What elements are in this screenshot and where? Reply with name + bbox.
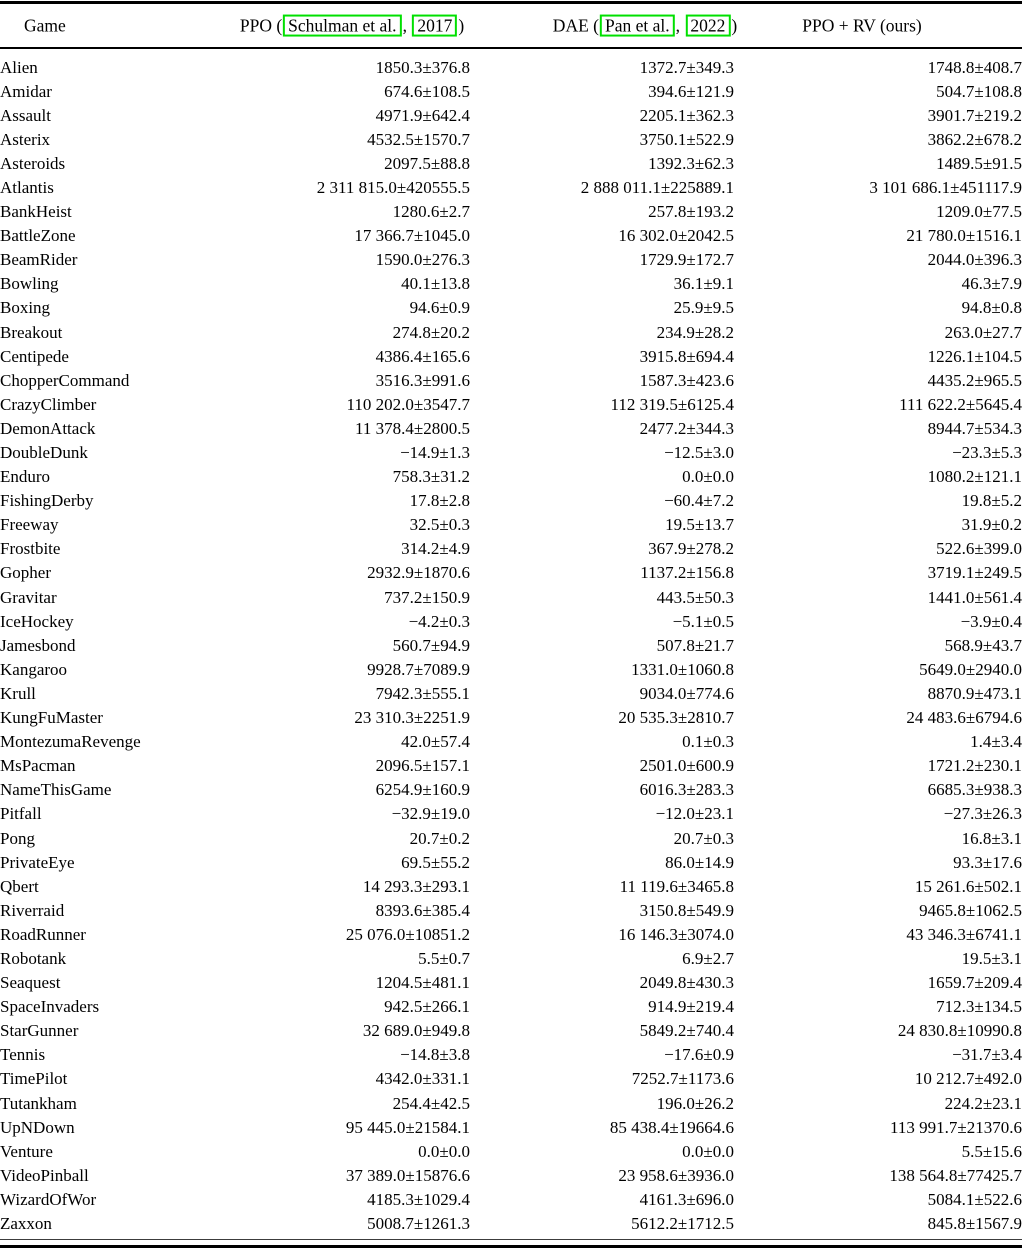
cell-ppo-score: 94.6±0.9 — [409, 298, 470, 318]
cell-dae-score: −12.5±3.0 — [664, 443, 734, 462]
table-row — [0, 417, 1022, 441]
cell-dae-score: −17.6±0.9 — [664, 1045, 734, 1065]
cell-dae-score: 7252.7±1173.6 — [631, 1069, 734, 1089]
cell-dae-score: 2205.1±362.3 — [639, 105, 734, 125]
cell-game-name: Frostbite — [0, 539, 61, 559]
table-row — [0, 369, 1022, 393]
cell-dae-score: 86.0±14.9 — [665, 852, 734, 872]
table-row — [0, 104, 1022, 128]
cell-ppo-rv-score: 1659.7±209.4 — [927, 973, 1022, 993]
cell-ppo-rv-score: 1226.1±104.5 — [927, 346, 1022, 366]
cell-ppo-rv-score: −27.3±26.3 — [943, 804, 1022, 824]
cell-ppo-score: 0.0±0.0 — [418, 1141, 470, 1161]
table-row — [0, 561, 1022, 585]
cell-ppo-score: 674.6±108.5 — [384, 81, 470, 101]
cell-game-name: Boxing — [0, 298, 51, 318]
cell-game-name: Venture — [0, 1141, 53, 1161]
cell-game-name: Zaxxon — [0, 1214, 52, 1233]
cell-game-name: BankHeist — [0, 202, 72, 222]
cell-dae-score: 196.0±26.2 — [656, 1093, 734, 1113]
cell-dae-score: −12.0±23.1 — [655, 804, 734, 824]
cell-dae-score: 257.8±193.2 — [648, 202, 734, 222]
cell-game-name: WizardOfWor — [0, 1189, 97, 1209]
table-row — [0, 1188, 1022, 1212]
cell-ppo-rv-score: 6685.3±938.3 — [927, 780, 1022, 800]
cell-dae-score: 914.9±219.4 — [648, 997, 734, 1017]
cell-ppo-rv-score: 19.8±5.2 — [961, 491, 1022, 511]
cell-ppo-rv-score: 10 212.7±492.0 — [914, 1069, 1022, 1089]
cell-ppo-score: 17 366.7±1045.0 — [354, 226, 470, 246]
cell-dae-score: 2501.0±600.9 — [639, 756, 734, 776]
cell-ppo-rv-score: 111 622.2±5645.4 — [899, 394, 1022, 414]
cell-ppo-rv-score: 15 261.6±502.1 — [914, 876, 1022, 896]
cell-ppo-score: 1204.5±481.1 — [375, 973, 470, 993]
cell-ppo-rv-score: 522.6±399.0 — [936, 539, 1022, 559]
cell-ppo-rv-score: 3862.2±678.2 — [927, 129, 1022, 149]
table-row — [0, 441, 1022, 465]
cell-ppo-rv-score: 24 830.8±10990.8 — [897, 1021, 1022, 1041]
table-row — [0, 634, 1022, 658]
cell-ppo-rv-score: 3 101 686.1±451117.9 — [869, 177, 1022, 197]
cell-ppo-score: 2 311 815.0±420555.5 — [316, 177, 470, 197]
cell-dae-score: 0.1±0.3 — [682, 732, 734, 752]
cell-dae-score: 23 958.6±3936.0 — [618, 1165, 734, 1185]
citation-link-pan[interactable]: Pan et al. — [600, 14, 675, 37]
cell-dae-score: −60.4±7.2 — [664, 491, 734, 511]
cell-game-name: VideoPinball — [0, 1165, 89, 1185]
cell-ppo-rv-score: 1748.8±408.7 — [927, 57, 1022, 77]
table-row — [0, 706, 1022, 730]
table-row — [0, 923, 1022, 947]
cell-ppo-score: 2097.5±88.8 — [384, 153, 470, 173]
table-row — [0, 513, 1022, 537]
cell-dae-score: 36.1±9.1 — [673, 274, 734, 294]
cell-game-name: Tutankham — [0, 1093, 77, 1113]
cell-ppo-score: 5008.7±1261.3 — [367, 1214, 470, 1233]
table-row — [0, 658, 1022, 682]
cell-ppo-rv-score: 5.5±15.6 — [961, 1141, 1022, 1161]
table-row — [0, 128, 1022, 152]
cell-game-name: Robotank — [0, 948, 67, 968]
cell-game-name: UpNDown — [0, 1117, 75, 1137]
table-row — [0, 321, 1022, 345]
cell-game-name: BeamRider — [0, 250, 78, 270]
header-text-dae-prefix: DAE ( — [552, 15, 599, 36]
cell-game-name: Gravitar — [0, 587, 57, 607]
cell-dae-score: 112 319.5±6125.4 — [610, 394, 734, 414]
cell-game-name: KungFuMaster — [0, 708, 103, 728]
cell-ppo-rv-score: 712.3±134.5 — [936, 997, 1022, 1017]
cell-ppo-score: 23 310.3±2251.9 — [354, 708, 470, 728]
cell-dae-score: 1587.3±423.6 — [639, 370, 734, 390]
cell-game-name: CrazyClimber — [0, 394, 97, 414]
cell-dae-score: 234.9±28.2 — [656, 322, 734, 342]
cell-ppo-score: 4185.3±1029.4 — [367, 1189, 470, 1209]
cell-ppo-score: −32.9±19.0 — [391, 804, 470, 824]
cell-ppo-score: 17.8±2.8 — [409, 491, 470, 511]
cell-ppo-rv-score: 94.8±0.8 — [961, 298, 1022, 318]
cell-game-name: Atlantis — [0, 177, 54, 197]
cell-dae-score: 507.8±21.7 — [656, 635, 734, 655]
cell-dae-score: 1729.9±172.7 — [639, 250, 734, 270]
cell-ppo-score: 1590.0±276.3 — [375, 250, 470, 270]
cell-dae-score: 2049.8±430.3 — [639, 973, 734, 993]
cell-ppo-rv-score: 568.9±43.7 — [944, 635, 1022, 655]
cell-ppo-score: 1280.6±2.7 — [392, 202, 470, 222]
cell-game-name: DoubleDunk — [0, 443, 88, 462]
header-text-ppo-suffix: ) — [458, 15, 465, 36]
cell-game-name: TimePilot — [0, 1069, 68, 1089]
cell-ppo-rv-score: −31.7±3.4 — [952, 1045, 1022, 1065]
cell-dae-score: 394.6±121.9 — [648, 81, 734, 101]
cell-ppo-rv-score: 16.8±3.1 — [961, 828, 1022, 848]
cell-game-name: Kangaroo — [0, 659, 68, 679]
cell-ppo-score: 40.1±13.8 — [401, 274, 470, 294]
table-row — [0, 152, 1022, 176]
header-text-dae-sep: , — [675, 15, 685, 36]
cell-ppo-rv-score: 19.5±3.1 — [961, 948, 1022, 968]
cell-ppo-score: 69.5±55.2 — [401, 852, 470, 872]
cell-game-name: Gopher — [0, 563, 51, 583]
table-row — [0, 899, 1022, 923]
cell-game-name: Jamesbond — [0, 635, 76, 655]
cell-ppo-rv-score: 5649.0±2940.0 — [919, 659, 1022, 679]
cell-ppo-score: 4532.5±1570.7 — [367, 129, 470, 149]
cell-dae-score: 2477.2±344.3 — [639, 418, 734, 438]
table-row — [0, 586, 1022, 610]
cell-ppo-score: 560.7±94.9 — [392, 635, 470, 655]
cell-ppo-score: 4386.4±165.6 — [375, 346, 470, 366]
table-row — [0, 827, 1022, 851]
cell-ppo-score: 5.5±0.7 — [418, 948, 470, 968]
cell-dae-score: 1137.2±156.8 — [640, 563, 734, 583]
cell-dae-score: 9034.0±774.6 — [639, 683, 734, 703]
cell-dae-score: 5849.2±740.4 — [639, 1021, 734, 1041]
cell-ppo-score: 32 689.0±949.8 — [362, 1021, 470, 1041]
cell-dae-score: 25.9±9.5 — [673, 298, 734, 318]
table-row — [0, 248, 1022, 272]
cell-dae-score: 85 438.4±19664.6 — [609, 1117, 734, 1137]
cell-game-name: Qbert — [0, 876, 39, 896]
table-row — [0, 754, 1022, 778]
cell-ppo-rv-score: 1209.0±77.5 — [936, 202, 1022, 222]
cell-ppo-score: 7942.3±555.1 — [375, 683, 470, 703]
table-row — [0, 1043, 1022, 1067]
cell-ppo-rv-score: 504.7±108.8 — [936, 81, 1022, 101]
cell-ppo-rv-score: 8944.7±534.3 — [927, 418, 1022, 438]
cell-dae-score: 443.5±50.3 — [656, 587, 734, 607]
table-row — [0, 1067, 1022, 1091]
table-row — [0, 1092, 1022, 1116]
bottom-thin-rule — [0, 1239, 1022, 1240]
header-text-ppo-sep: , — [402, 15, 412, 36]
table-row — [0, 80, 1022, 104]
cell-dae-score: 0.0±0.0 — [682, 1141, 734, 1161]
table-body — [0, 49, 1022, 1237]
cell-game-name: DemonAttack — [0, 418, 96, 438]
cell-dae-score: 0.0±0.0 — [682, 467, 734, 487]
cell-ppo-rv-score: 1080.2±121.1 — [927, 467, 1022, 487]
cell-ppo-score: 758.3±31.2 — [392, 467, 470, 487]
table-row — [0, 778, 1022, 802]
cell-ppo-rv-score: 845.8±1567.9 — [927, 1214, 1022, 1233]
cell-dae-score: −5.1±0.5 — [672, 611, 734, 631]
scores-table — [0, 49, 1022, 1237]
cell-ppo-score: 9928.7±7089.9 — [367, 659, 470, 679]
table-row — [0, 971, 1022, 995]
cell-ppo-score: 4971.9±642.4 — [375, 105, 470, 125]
cell-ppo-rv-score: 8870.9±473.1 — [927, 683, 1022, 703]
cell-game-name: Assault — [0, 105, 51, 125]
cell-dae-score: 5612.2±1712.5 — [631, 1214, 734, 1233]
cell-ppo-rv-score: 24 483.6±6794.6 — [906, 708, 1022, 728]
cell-ppo-score: 1850.3±376.8 — [375, 57, 470, 77]
table-row — [0, 345, 1022, 369]
cell-ppo-score: 942.5±266.1 — [384, 997, 470, 1017]
cell-ppo-score: 20.7±0.2 — [409, 828, 470, 848]
cell-game-name: Pong — [0, 828, 35, 848]
cell-ppo-score: −14.9±1.3 — [400, 443, 470, 462]
table-row — [0, 947, 1022, 971]
cell-game-name: Krull — [0, 683, 36, 703]
cell-game-name: RoadRunner — [0, 924, 86, 944]
cell-game-name: Seaquest — [0, 973, 61, 993]
cell-ppo-rv-score: 31.9±0.2 — [961, 515, 1022, 535]
table-row — [0, 802, 1022, 826]
cell-ppo-score: 274.8±20.2 — [392, 322, 470, 342]
cell-game-name: Asterix — [0, 129, 51, 149]
cell-dae-score: 11 119.6±3465.8 — [619, 876, 734, 896]
cell-dae-score: 367.9±278.2 — [648, 539, 734, 559]
table-row — [0, 224, 1022, 248]
table-header-row — [0, 4, 1022, 47]
cell-ppo-rv-score: 9465.8±1062.5 — [919, 900, 1022, 920]
cell-dae-score: 16 302.0±2042.5 — [618, 226, 734, 246]
column-header-game: Game — [24, 15, 66, 35]
cell-game-name: Riverraid — [0, 900, 65, 920]
cell-ppo-score: 254.4±42.5 — [392, 1093, 470, 1113]
cell-ppo-score: 11 378.4±2800.5 — [355, 418, 470, 438]
cell-dae-score: 2 888 011.1±225889.1 — [580, 177, 734, 197]
cell-ppo-score: 42.0±57.4 — [401, 732, 470, 752]
cell-dae-score: 1331.0±1060.8 — [631, 659, 734, 679]
table-row — [0, 200, 1022, 224]
table-row — [0, 1140, 1022, 1164]
bottom-thick-rule — [0, 1245, 1022, 1248]
table-row — [0, 537, 1022, 561]
table-row — [0, 176, 1022, 200]
cell-game-name: IceHockey — [0, 611, 74, 631]
cell-ppo-rv-score: 1489.5±91.5 — [936, 153, 1022, 173]
cell-dae-score: 4161.3±696.0 — [639, 1189, 734, 1209]
cell-dae-score: 20 535.3±2810.7 — [618, 708, 734, 728]
cell-game-name: Enduro — [0, 467, 51, 487]
cell-game-name: MsPacman — [0, 756, 76, 776]
cell-ppo-rv-score: 224.2±23.1 — [944, 1093, 1022, 1113]
cell-dae-score: 3750.1±522.9 — [639, 129, 734, 149]
cell-game-name: ChopperCommand — [0, 370, 130, 390]
cell-ppo-rv-score: 113 991.7±21370.6 — [890, 1117, 1022, 1137]
cell-game-name: Amidar — [0, 81, 52, 101]
cell-ppo-score: 95 445.0±21584.1 — [345, 1117, 470, 1137]
cell-ppo-rv-score: 263.0±27.7 — [944, 322, 1022, 342]
cell-ppo-rv-score: 43 346.3±6741.1 — [906, 924, 1022, 944]
cell-ppo-score: 25 076.0±10851.2 — [345, 924, 470, 944]
column-header-ppo — [240, 14, 464, 37]
cell-ppo-score: 4342.0±331.1 — [375, 1069, 470, 1089]
cell-ppo-score: −4.2±0.3 — [408, 611, 470, 631]
cell-dae-score: 6.9±2.7 — [682, 948, 734, 968]
cell-game-name: Bowling — [0, 274, 59, 294]
cell-ppo-score: 8393.6±385.4 — [375, 900, 470, 920]
cell-dae-score: 6016.3±283.3 — [639, 780, 734, 800]
cell-ppo-rv-score: 3719.1±249.5 — [927, 563, 1022, 583]
cell-ppo-rv-score: 93.3±17.6 — [953, 852, 1022, 872]
cell-ppo-rv-score: −23.3±5.3 — [952, 443, 1022, 462]
cell-ppo-rv-score: 21 780.0±1516.1 — [906, 226, 1022, 246]
cell-ppo-score: 37 389.0±15876.6 — [345, 1165, 470, 1185]
cell-game-name: BattleZone — [0, 226, 76, 246]
cell-ppo-rv-score: 138 564.8±77425.7 — [889, 1165, 1022, 1185]
table-row — [0, 851, 1022, 875]
column-header-dae — [553, 14, 737, 37]
cell-ppo-rv-score: 1441.0±561.4 — [927, 587, 1022, 607]
citation-link-schulman[interactable]: Schulman et al. — [283, 14, 401, 37]
table-row — [0, 489, 1022, 513]
table-row — [0, 393, 1022, 417]
cell-game-name: Freeway — [0, 515, 59, 535]
cell-dae-score: 19.5±13.7 — [665, 515, 734, 535]
cell-ppo-score: 110 202.0±3547.7 — [346, 394, 470, 414]
cell-ppo-score: 2932.9±1870.6 — [367, 563, 470, 583]
cell-dae-score: 1392.3±62.3 — [648, 153, 734, 173]
cell-ppo-score: 32.5±0.3 — [409, 515, 470, 535]
cell-game-name: PrivateEye — [0, 852, 75, 872]
table-row — [0, 995, 1022, 1019]
cell-ppo-score: 314.2±4.9 — [401, 539, 470, 559]
cell-game-name: Alien — [0, 57, 38, 77]
cell-dae-score: 1372.7±349.3 — [639, 57, 734, 77]
cell-ppo-rv-score: 4435.2±965.5 — [927, 370, 1022, 390]
cell-game-name: NameThisGame — [0, 780, 112, 800]
cell-ppo-score: 14 293.3±293.1 — [362, 876, 470, 896]
table-row — [0, 610, 1022, 634]
table-row — [0, 1019, 1022, 1043]
cell-ppo-rv-score: 3901.7±219.2 — [927, 105, 1022, 125]
cell-ppo-rv-score: 2044.0±396.3 — [927, 250, 1022, 270]
cell-game-name: Breakout — [0, 322, 63, 342]
table-row — [0, 1164, 1022, 1188]
citation-link-2017[interactable]: 2017 — [412, 14, 457, 37]
cell-ppo-score: 2096.5±157.1 — [375, 756, 470, 776]
cell-ppo-score: 3516.3±991.6 — [375, 370, 470, 390]
cell-dae-score: 3915.8±694.4 — [639, 346, 734, 366]
header-text-ppo-prefix: PPO ( — [239, 15, 283, 36]
cell-game-name: StarGunner — [0, 1021, 79, 1041]
cell-ppo-rv-score: 1.4±3.4 — [970, 732, 1022, 752]
cell-ppo-rv-score: −3.9±0.4 — [960, 611, 1022, 631]
cell-game-name: Asteroids — [0, 153, 66, 173]
table-row — [0, 1212, 1022, 1236]
table-row — [0, 465, 1022, 489]
table-row — [0, 296, 1022, 320]
cell-game-name: SpaceInvaders — [0, 997, 100, 1017]
cell-ppo-score: −14.8±3.8 — [400, 1045, 470, 1065]
cell-game-name: MontezumaRevenge — [0, 732, 141, 752]
cell-game-name: FishingDerby — [0, 491, 94, 511]
cell-dae-score: 3150.8±549.9 — [639, 900, 734, 920]
header-text-dae-suffix: ) — [731, 15, 738, 36]
cell-ppo-rv-score: 46.3±7.9 — [961, 274, 1022, 294]
table-row — [0, 875, 1022, 899]
table-row — [0, 730, 1022, 754]
cell-ppo-rv-score: 5084.1±522.6 — [927, 1189, 1022, 1209]
cell-ppo-score: 6254.9±160.9 — [375, 780, 470, 800]
cell-ppo-score: 737.2±150.9 — [384, 587, 470, 607]
table-row — [0, 1116, 1022, 1140]
cell-game-name: Tennis — [0, 1045, 46, 1065]
cell-dae-score: 20.7±0.3 — [673, 828, 734, 848]
table-row — [0, 49, 1022, 80]
cell-game-name: Centipede — [0, 346, 69, 366]
cell-game-name: Pitfall — [0, 804, 42, 824]
citation-link-2022[interactable]: 2022 — [685, 14, 730, 37]
cell-dae-score: 16 146.3±3074.0 — [618, 924, 734, 944]
column-header-ppo-rv: PPO + RV (ours) — [802, 15, 922, 35]
cell-ppo-rv-score: 1721.2±230.1 — [927, 756, 1022, 776]
table-row — [0, 272, 1022, 296]
table-row — [0, 682, 1022, 706]
